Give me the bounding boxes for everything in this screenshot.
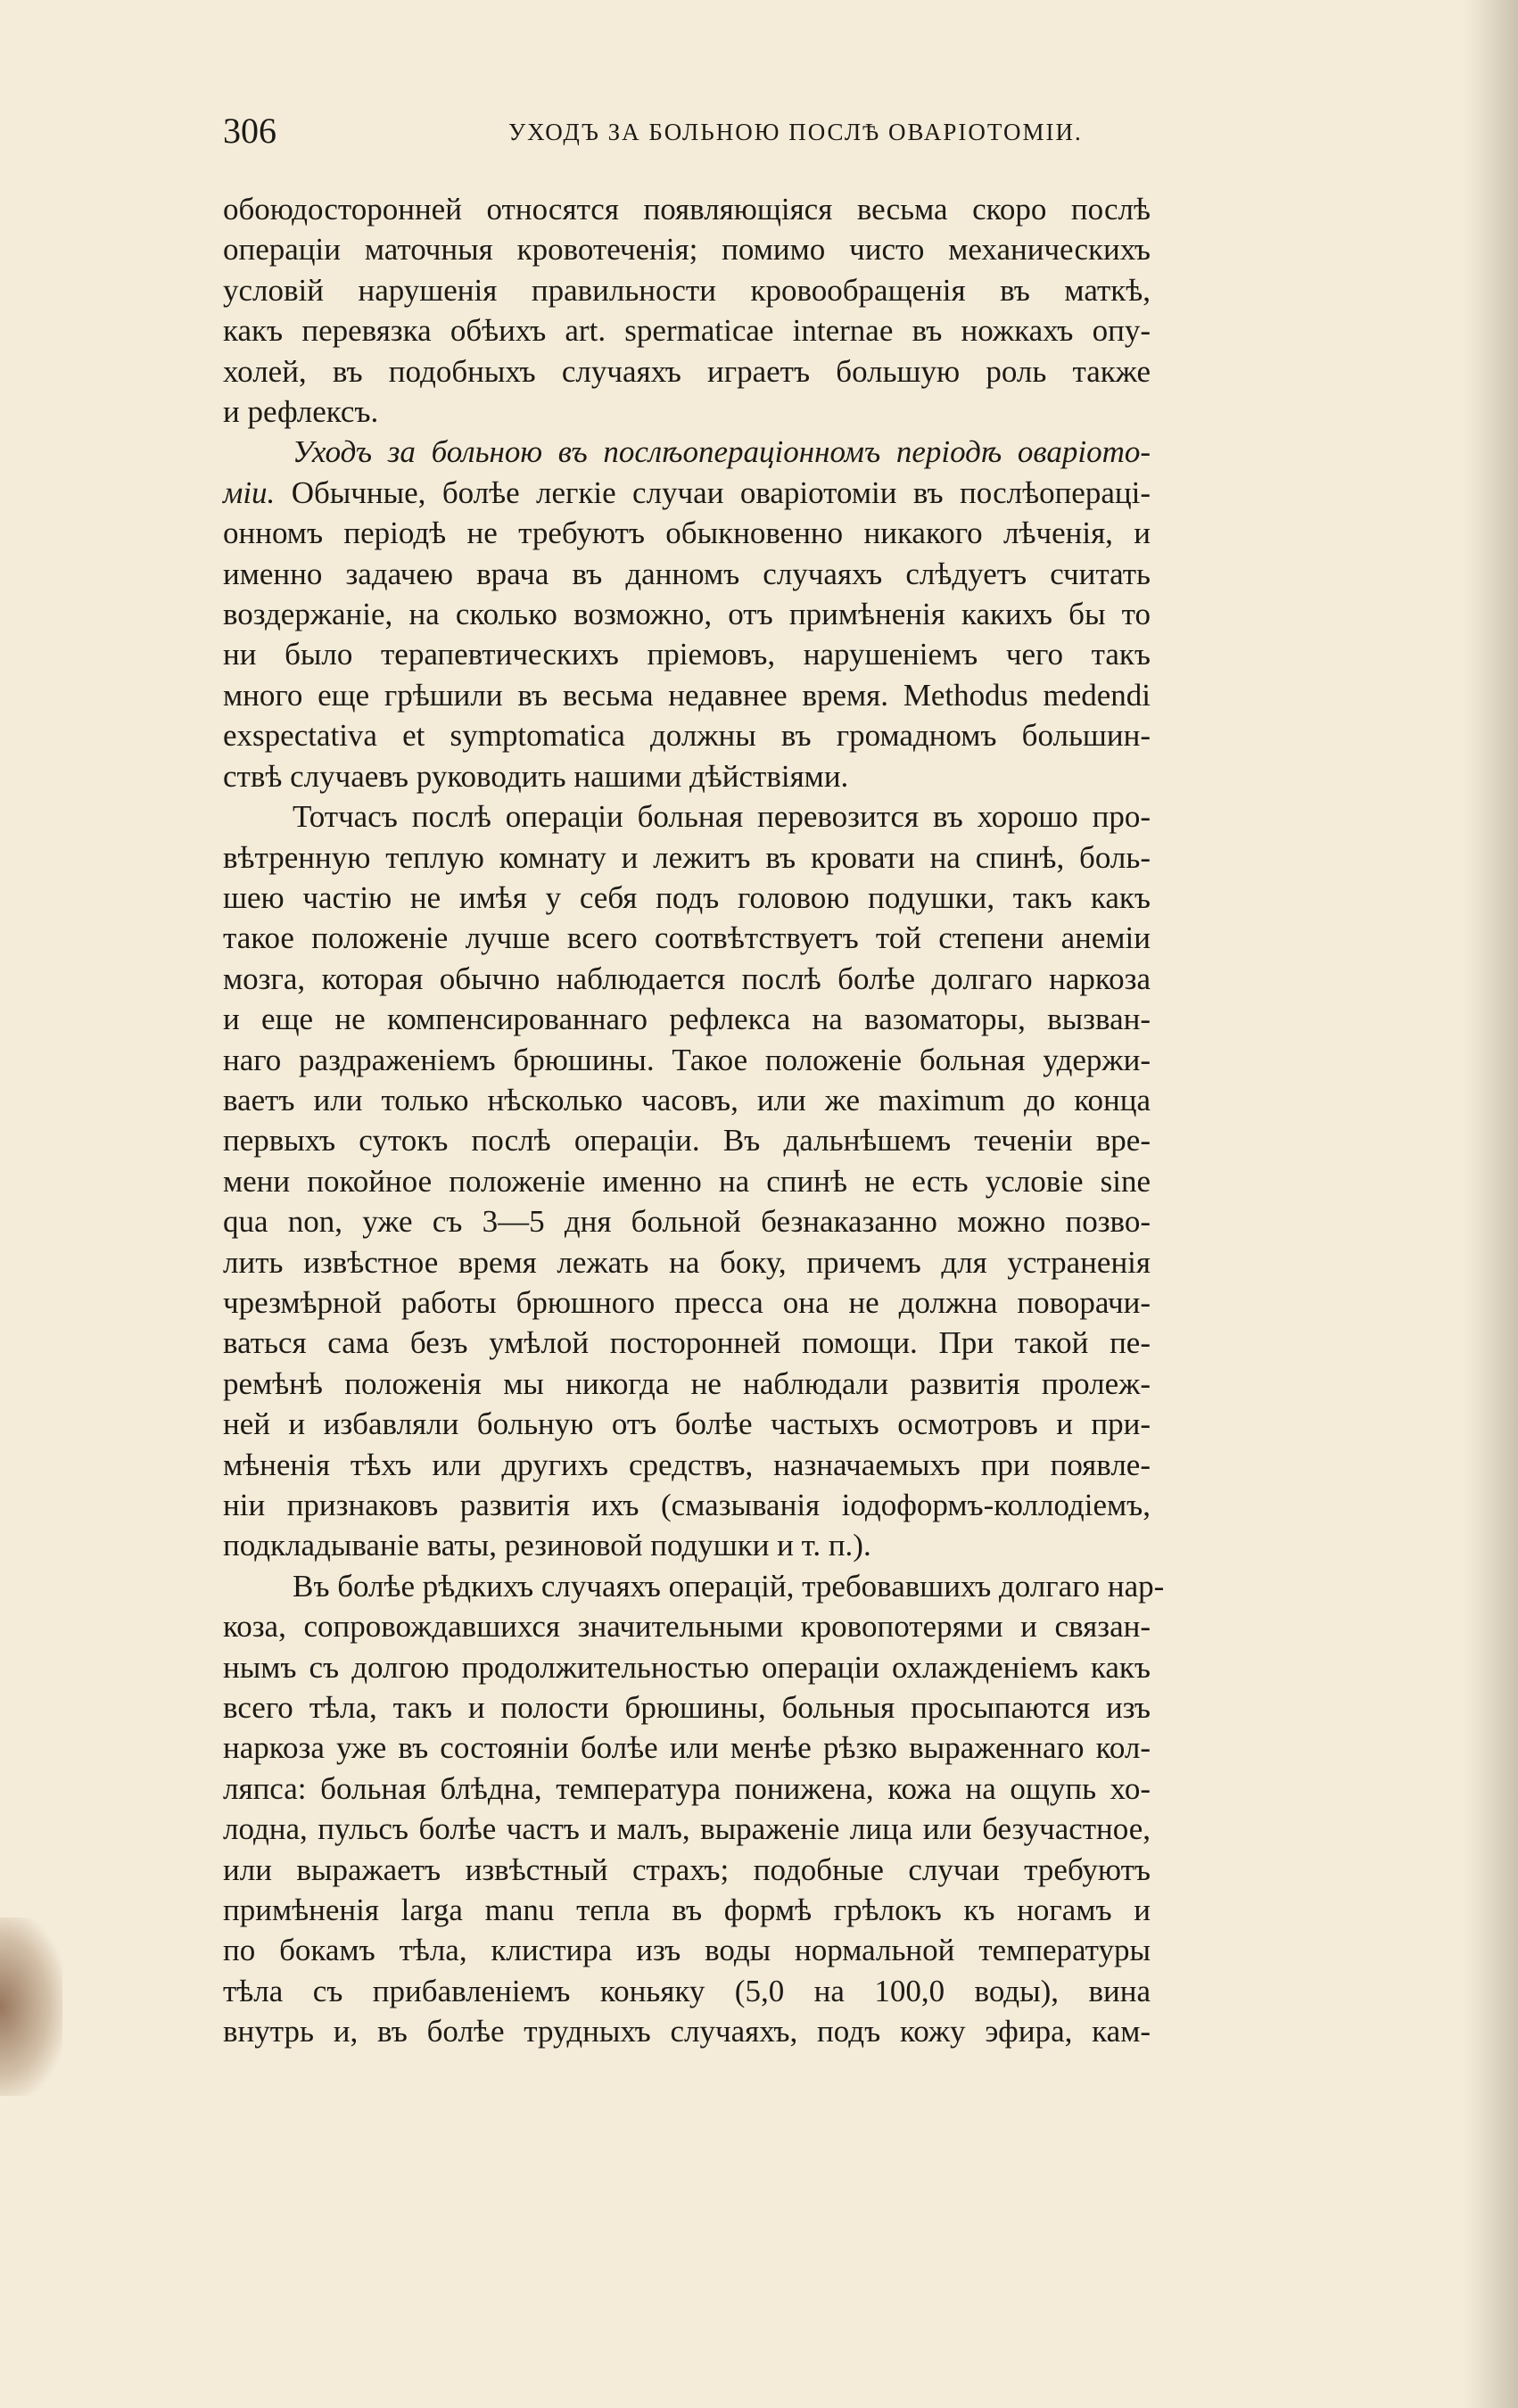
text-line: qua non, уже съ 3—5 дня больной безнаказанно можно позво-: [223, 1204, 1151, 1240]
text-line: такое положеніе лучше всего соотвѣтствуетъ той степени анеміи: [223, 920, 1151, 956]
page-stain: [0, 1917, 62, 2096]
paragraph-1: [223, 189, 1151, 432]
text-line: чрезмѣрной работы брюшного пресса она не должна поворачи-: [223, 1284, 1151, 1320]
body-text: [223, 189, 1165, 2052]
paragraph-4: [223, 1566, 1165, 2052]
paragraph-2: [223, 432, 1151, 796]
text-line: шею частію не имѣя у себя подъ головою подушки, такъ какъ: [223, 879, 1151, 915]
text-line: exspectativa et symptomatica должны въ громадномъ большин-: [223, 718, 1151, 754]
text-line: лодна, пульсъ болѣе частъ и малъ, выраженіе лица или безучастное,: [223, 1811, 1151, 1847]
page-edge-shadow: [1464, 0, 1518, 2408]
text-line: вѣтренную теплую комнату и лежитъ въ кровати на спинѣ, боль-: [223, 839, 1151, 875]
text-line: мени покойное положеніе именно на спинѣ не есть условіе sine: [223, 1163, 1151, 1199]
text-line: Тотчасъ послѣ операціи больная перевозится въ хорошо про-: [293, 799, 1151, 835]
running-head: УХОДЪ ЗА БОЛЬНОЮ ПОСЛѢ ОВАРІОТОМІИ.: [508, 119, 1083, 145]
text-line: ремѣнѣ положенія мы никогда не наблюдали развитія пролеж-: [223, 1365, 1151, 1401]
text-line: Въ болѣе рѣдкихъ случаяхъ операцій, требовавшихъ долгаго нар-: [293, 1568, 1165, 1604]
text-line: наркоза уже въ состояніи болѣе или менѣе рѣзко выраженнаго кол-: [223, 1730, 1151, 1766]
text-line: подкладываніе ваты, резиновой подушки и т. п.).: [223, 1528, 871, 1563]
text-line: ствѣ случаевъ руководить нашими дѣйствіями.: [223, 758, 849, 794]
text-line: и рефлексъ.: [223, 394, 379, 430]
text-line: наго раздраженіемъ брюшины. Такое положеніе больная удержи-: [223, 1042, 1151, 1077]
text-line: холей, въ подобныхъ случаяхъ играетъ большую роль также: [223, 353, 1151, 389]
text-line: мѣненія тѣхъ или другихъ средствъ, назначаемыхъ при появле-: [223, 1447, 1151, 1482]
text-line: операціи маточныя кровотеченія; помимо чисто механическихъ: [223, 232, 1151, 268]
text-line: нымъ съ долгою продолжительностью операціи охлажденіемъ какъ: [223, 1649, 1151, 1685]
text-line: и еще не компенсированнаго рефлекса на вазоматоры, вызван-: [223, 1002, 1151, 1037]
text-line: ней и избавляли больную отъ болѣе частыхъ осмотровъ и при-: [223, 1406, 1151, 1442]
text-line: мозга, которая обычно наблюдается послѣ болѣе долгаго наркоза: [223, 961, 1151, 996]
text-line: какъ перевязка обѣихъ art. spermaticae internae въ ножкахъ опу-: [223, 313, 1151, 349]
page-header: [223, 109, 1151, 153]
text-line: всего тѣла, такъ и полости брюшины, больныя просыпаются изъ: [223, 1690, 1151, 1726]
text-line: [223, 473, 1151, 513]
run-in-heading: Уходъ за больною въ послѣоперaціонномъ періодѣ оваріото-: [293, 434, 1151, 470]
text-line: ляпса: больная блѣдна, температура понижена, кожа на ощупь хо-: [223, 1770, 1151, 1806]
run-in-heading-end: міи.: [223, 474, 276, 510]
text-line: ніи признаковъ развитія ихъ (смазыванія іодоформъ-коллодіемъ,: [223, 1488, 1151, 1522]
text-line: коза, сопровождавшихся значительными кровопотерями и связан-: [223, 1609, 1151, 1645]
text-line: онномъ періодѣ не требуютъ обыкновенно никакого лѣченія, и: [223, 515, 1151, 551]
text-line: тѣла съ прибавленіемъ коньяку (5,0 на 100,0 воды), вина: [223, 1973, 1151, 2008]
text-line: первыхъ сутокъ послѣ операціи. Въ дальнѣшемъ теченіи вре-: [223, 1123, 1151, 1159]
text-line-rest: Обычные, болѣе легкіе случаи оваріотоміи въ послѣопераці-: [275, 474, 1151, 510]
text-line: условій нарушенія правильности кровообращенія въ маткѣ,: [223, 272, 1151, 308]
text-line: ваетъ или только нѣсколько часовъ, или же maximum до конца: [223, 1082, 1151, 1117]
text-line: обоюдосторонней относятся появляющіяся весьма скоро послѣ: [223, 192, 1151, 227]
text-line: по бокамъ тѣла, клистира изъ воды нормальной температуры: [223, 1933, 1151, 1968]
text-line: много еще грѣшили въ весьма недавнее время. Methodus medendi: [223, 677, 1151, 713]
text-line: лить извѣстное время лежать на боку, причемъ для устраненія: [223, 1244, 1151, 1280]
page-number: 306: [223, 111, 276, 151]
text-line: примѣненія larga manu тепла въ формѣ грѣлокъ къ ногамъ и: [223, 1893, 1151, 1928]
text-line: или выражаетъ извѣстный страхъ; подобные случаи требуютъ: [223, 1851, 1151, 1887]
text-line: именно задачею врача въ данномъ случаяхъ слѣдуетъ считать: [223, 556, 1151, 591]
text-line: воздержаніе, на сколько возможно, отъ примѣненія какихъ бы то: [223, 597, 1151, 632]
text-line: ни было терапевтическихъ пріемовъ, нарушеніемъ чего такъ: [223, 637, 1151, 672]
text-line: ваться сама безъ умѣлой посторонней помощи. При такой пе-: [223, 1325, 1151, 1361]
paragraph-3: [223, 796, 1151, 1566]
text-line: [223, 432, 1151, 472]
text-line: внутрь и, въ болѣе трудныхъ случаяхъ, подъ кожу эфира, кам-: [223, 2014, 1151, 2049]
